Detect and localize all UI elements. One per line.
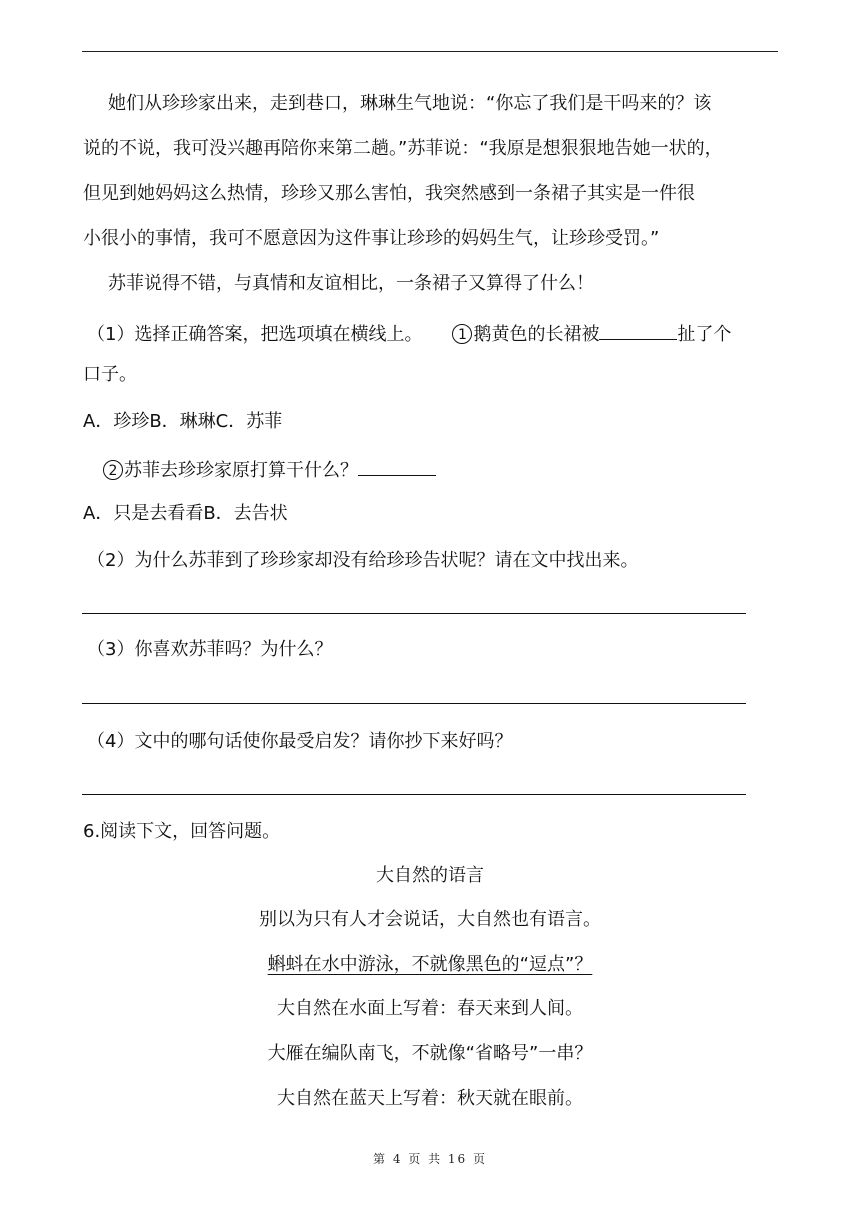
question-1-1-continued: 口子。 (83, 364, 137, 385)
question-4: （4）文中的哪句话使你最受启发？请你抄下来好吗？ (87, 731, 513, 752)
poem-line-3: 大自然在水面上写着：春天来到人间。 (277, 998, 583, 1019)
answer-line-2[interactable] (82, 613, 746, 614)
page-footer: 第 4 页 共 16 页 (373, 1152, 487, 1166)
answer-line-3[interactable] (82, 703, 746, 704)
passage-line-1: 她们从珍珍家出来，走到巷口，琳琳生气地说：“你忘了我们是干吗来的？该 (108, 93, 712, 114)
question-1-2-line (103, 456, 436, 483)
answer-line-4[interactable] (82, 794, 746, 795)
answer-blank-1-1[interactable] (599, 320, 677, 340)
passage-line-2: 说的不说，我可没兴趣再陪你来第二趟。”苏菲说：“我原是想狠狠地告她一状的， (83, 138, 723, 159)
passage-conclusion: 苏菲说得不错，与真情和友谊相比，一条裙子又算得了什么！ (108, 273, 594, 294)
question-1-1-options: A．珍珍B．琳琳C．苏菲 (83, 411, 283, 432)
poem-line-1: 别以为只有人才会说话，大自然也有语言。 (259, 909, 601, 930)
question-2: （2）为什么苏菲到了珍珍家却没有给珍珍告状呢？请在文中找出来。 (87, 550, 639, 571)
circled-number-1: 1 (452, 324, 472, 344)
poem-line-4: 大雁在编队南飞，不就像“省略号”一串？ (267, 1043, 593, 1064)
poem-line-2 (0, 953, 860, 977)
passage-line-3: 但见到她妈妈这么热情，珍珍又那么害怕，我突然感到一条裙子其实是一件很 (83, 183, 695, 204)
question-1-1-before: 鹅黄色的长裙被 (473, 324, 600, 345)
question-1-2-options: A．只是去看看B．去告状 (83, 503, 288, 524)
question-3: （3）你喜欢苏菲吗？为什么？ (87, 639, 333, 660)
poem-line-2-underlined: 蝌蚪在水中游泳，不就像黑色的“逗点”？ (267, 954, 593, 975)
circled-number-2: 2 (103, 460, 123, 480)
question-1-2-text: 苏菲去珍珍家原打算干什么？ (124, 460, 358, 481)
poem-line-5: 大自然在蓝天上写着：秋天就在眼前。 (277, 1088, 583, 1109)
passage-line-4: 小很小的事情，我可不愿意因为这件事让珍珍的妈妈生气，让珍珍受罚。” (83, 228, 660, 249)
question-1-1-after: 扯了个 (677, 324, 732, 345)
question-1-line (87, 320, 731, 347)
question-6-heading: 6.阅读下文，回答问题。 (83, 821, 281, 842)
answer-blank-1-2[interactable] (358, 456, 436, 476)
poem-title: 大自然的语言 (376, 865, 484, 886)
question-1-stem: （1）选择正确答案，把选项填在横线上。 (87, 324, 423, 345)
header-rule (82, 51, 778, 52)
